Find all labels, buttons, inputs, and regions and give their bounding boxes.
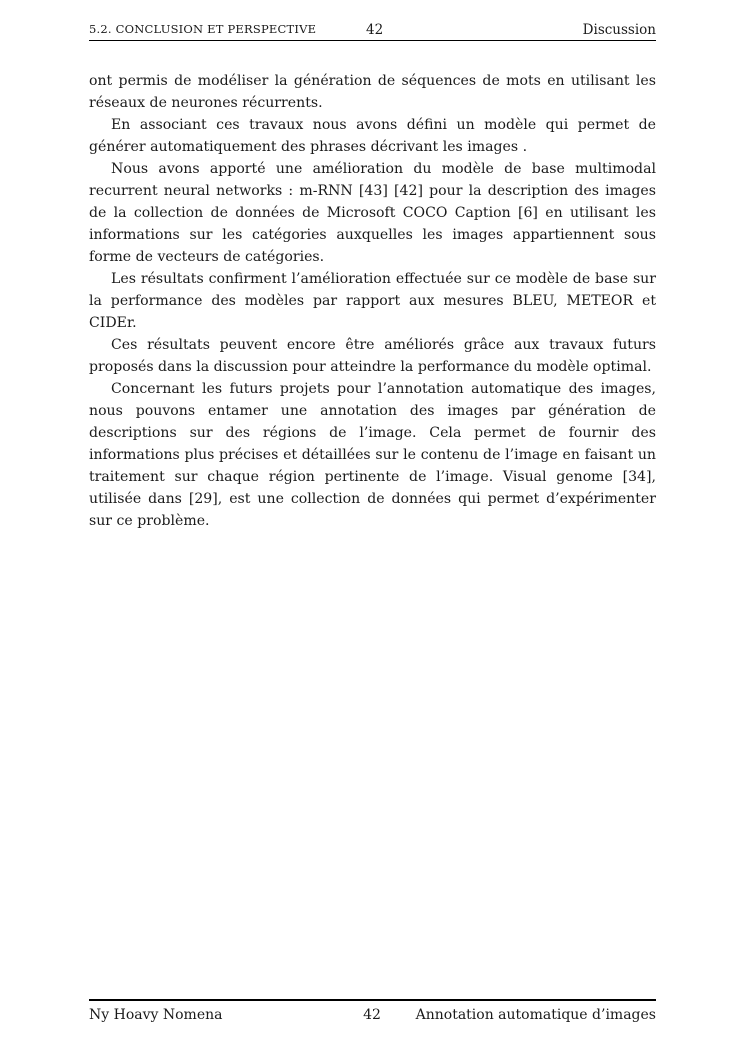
paragraph-6: Concernant les futurs projets pour l’annotation automatique des images, nous pouvons entamer une annotation des images par génération de descriptions sur des régions de l’image. Cela permet de fournir des informations plus précises et détaillées sur le contenu de l’image en faisant un traitement sur chaque région pertinente de l’image. Visual genome [34], utilisée dans [29], est une collection de données qui permet d’expérimenter sur ce problème. [89, 381, 656, 529]
paragraph-3: Nous avons apporté une amélioration du modèle de base multimodal recurrent neural networks : m-RNN [43] [42] pour la description des images de la collection de données de Microsoft COCO Caption [6] en utilisant les informations sur les catégories auxquelles les images appartiennent sous forme de vecteurs de catégories. [89, 161, 656, 265]
footer-author: Ny Hoavy Nomena [89, 1007, 223, 1023]
paragraph-5: Ces résultats peuvent encore être améliorés grâce aux travaux futurs proposés dans la discussion pour atteindre la performance du modèle optimal. [89, 337, 656, 375]
running-footer [89, 999, 656, 1025]
header-section: 5.2. CONCLUSION ET PERSPECTIVE [89, 22, 317, 36]
paragraph-2: En associant ces travaux nous avons défini un modèle qui permet de générer automatiquement des phrases décrivant les images . [89, 117, 656, 155]
paragraph-4: Les résultats confirment l’amélioration effectuée sur ce modèle de base sur la performance des modèles par rapport aux mesures BLEU, METEOR et CIDEr. [89, 271, 656, 331]
footer-page-number: 42 [363, 1007, 381, 1023]
page-body [89, 70, 656, 532]
header-page-number: 42 [366, 22, 384, 38]
header-chapter: Discussion [582, 22, 656, 38]
paragraph-1: ont permis de modéliser la génération de séquences de mots en utilisant les réseaux de neurones récurrents. [89, 73, 656, 111]
footer-title: Annotation automatique d’images [415, 1007, 656, 1023]
running-header [89, 22, 656, 41]
